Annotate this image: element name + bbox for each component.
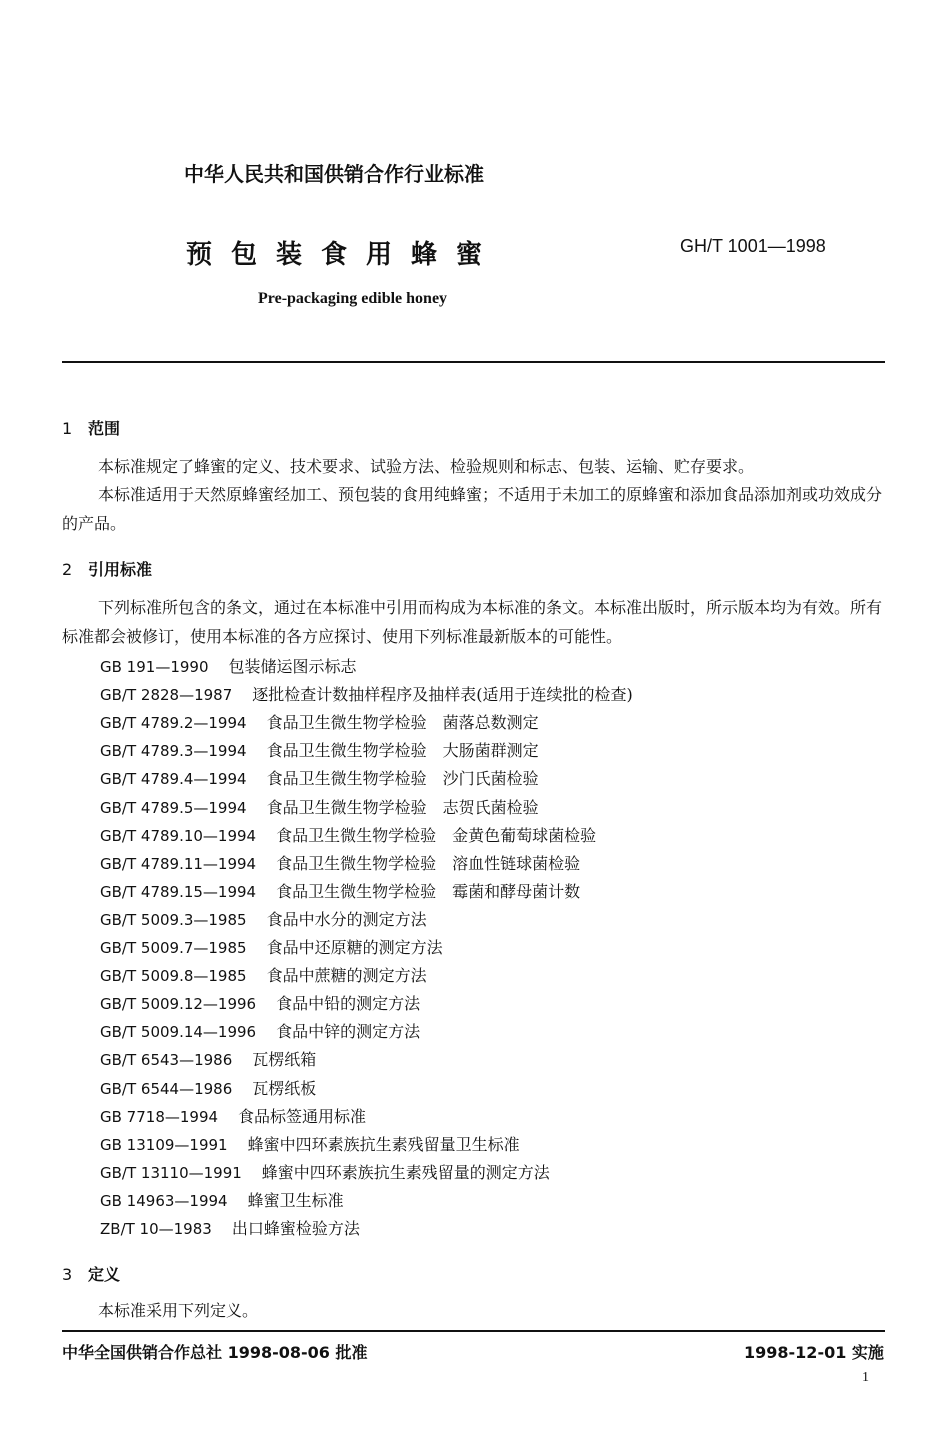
reference-title: 瓦楞纸板 [252, 1078, 317, 1098]
reference-item [100, 766, 539, 789]
reference-item [100, 795, 539, 818]
footer-rule [62, 1330, 885, 1332]
reference-code: GB 14963—1994 [100, 1191, 228, 1210]
reference-item [100, 963, 427, 986]
document-title: 预包装食用蜂蜜 [186, 240, 502, 270]
reference-title: 瓦楞纸箱 [252, 1050, 317, 1070]
reference-code: GB/T 6543—1986 [100, 1051, 233, 1070]
page-number: 1 [862, 1370, 869, 1385]
reference-title: 蜂蜜卫生标准 [247, 1190, 344, 1210]
section-title: 范围 [88, 419, 121, 438]
reference-item [100, 1104, 366, 1127]
reference-title: 食品卫生微生物学检验 金黄色葡萄球菌检验 [276, 825, 597, 845]
reference-item [100, 851, 580, 874]
reference-code: GB/T 4789.3—1994 [100, 742, 247, 761]
section-number: 1 [62, 419, 73, 438]
reference-code: GB/T 4789.15—1994 [100, 882, 257, 901]
reference-item [100, 682, 633, 705]
reference-item [100, 879, 580, 902]
reference-code: GB/T 5009.7—1985 [100, 939, 247, 957]
reference-item [100, 1076, 316, 1099]
english-title: Pre-packaging edible honey [258, 290, 448, 307]
reference-code: GB/T 6544—1986 [100, 1079, 233, 1098]
reference-item [100, 1188, 344, 1211]
reference-title: 食品卫生微生物学检验 沙门氏菌检验 [266, 769, 539, 789]
section-3-heading [62, 1262, 120, 1285]
reference-title: 食品卫生微生物学检验 溶血性链球菌检验 [276, 853, 581, 873]
reference-item [100, 907, 427, 930]
section-2-heading [62, 557, 152, 580]
reference-code: GB 7718—1994 [100, 1107, 219, 1126]
reference-code: GB/T 13110—1991 [100, 1163, 242, 1182]
reference-title: 蜂蜜中四环素族抗生素残留量的测定方法 [261, 1162, 550, 1182]
reference-item [100, 991, 420, 1014]
reference-title: 食品中蔗糖的测定方法 [266, 966, 427, 986]
reference-title: 出口蜂蜜检验方法 [231, 1219, 360, 1238]
reference-item [100, 1019, 420, 1042]
scope-paragraph-1: 本标准规定了蜂蜜的定义、技术要求、试验方法、检验规则和标志、包装、运输、贮存要求。 [98, 457, 755, 476]
scope-paragraph-2: 本标准适用于天然原蜂蜜经加工、预包装的食用纯蜂蜜；不适用于未加工的原蜂蜜和添加食品添加剂或功效成分的产品。 [62, 485, 883, 533]
section-title: 定义 [88, 1265, 121, 1284]
reference-item [100, 823, 596, 846]
reference-code: GB/T 4789.5—1994 [100, 798, 247, 817]
reference-code: GB/T 5009.12—1996 [100, 995, 257, 1014]
reference-code: GB 191—1990 [100, 658, 209, 676]
standard-code: GH/T 1001—1998 [680, 236, 826, 256]
references-intro: 下列标准所包含的条文，通过在本标准中引用而构成为本标准的条文。本标准出版时，所示版本均为有效。所有标准都会被修订，使用本标准的各方应探讨、使用下列标准最新版本的可能性。 [62, 598, 883, 646]
reference-item [100, 1047, 316, 1070]
reference-title: 食品中锌的测定方法 [276, 1022, 421, 1042]
reference-item [100, 1132, 520, 1155]
reference-code: GB/T 4789.11—1994 [100, 854, 257, 873]
reference-title: 蜂蜜中四环素族抗生素残留量卫生标准 [247, 1134, 520, 1154]
reference-title: 食品卫生微生物学检验 大肠菌群测定 [266, 741, 539, 761]
reference-title: 包装储运图示标志 [228, 657, 357, 676]
reference-code: GB/T 5009.8—1985 [100, 967, 247, 986]
section-number: 2 [62, 560, 73, 579]
reference-title: 食品卫生微生物学检验 志贺氏菌检验 [266, 797, 539, 817]
reference-code: GB 13109—1991 [100, 1135, 228, 1154]
reference-code: GB/T 4789.10—1994 [100, 826, 257, 845]
reference-title: 食品卫生微生物学检验 霉菌和酵母菌计数 [276, 881, 581, 901]
reference-title: 逐批检查计数抽样程序及抽样表(适用于连续批的检查) [252, 685, 633, 705]
section-number: 3 [62, 1265, 73, 1284]
reference-item [100, 1216, 360, 1239]
reference-code: ZB/T 10—1983 [100, 1220, 212, 1238]
reference-code: GB/T 5009.14—1996 [100, 1023, 257, 1042]
reference-item [100, 935, 443, 958]
effective-date: 1998-12-01 实施 [744, 1343, 884, 1362]
reference-item [100, 1160, 550, 1183]
definitions-paragraph: 本标准采用下列定义。 [98, 1301, 259, 1320]
reference-title: 食品标签通用标准 [238, 1106, 367, 1126]
section-1-heading [62, 416, 120, 439]
reference-title: 食品中还原糖的测定方法 [266, 938, 443, 957]
section-title: 引用标准 [88, 560, 153, 579]
reference-code: GB/T 2828—1987 [100, 686, 233, 705]
issuing-body-title: 中华人民共和国供销合作行业标准 [184, 162, 484, 186]
approval-note: 中华全国供销合作总社 1998-08-06 批准 [62, 1343, 368, 1362]
reference-item [100, 710, 539, 733]
reference-code: GB/T 5009.3—1985 [100, 910, 247, 929]
reference-item [100, 654, 357, 677]
reference-code: GB/T 4789.4—1994 [100, 770, 247, 789]
reference-code: GB/T 4789.2—1994 [100, 714, 247, 733]
header-rule [62, 361, 885, 363]
reference-title: 食品中铅的测定方法 [276, 994, 421, 1014]
reference-item [100, 738, 539, 761]
reference-title: 食品中水分的测定方法 [266, 909, 427, 929]
reference-title: 食品卫生微生物学检验 菌落总数测定 [266, 713, 539, 733]
